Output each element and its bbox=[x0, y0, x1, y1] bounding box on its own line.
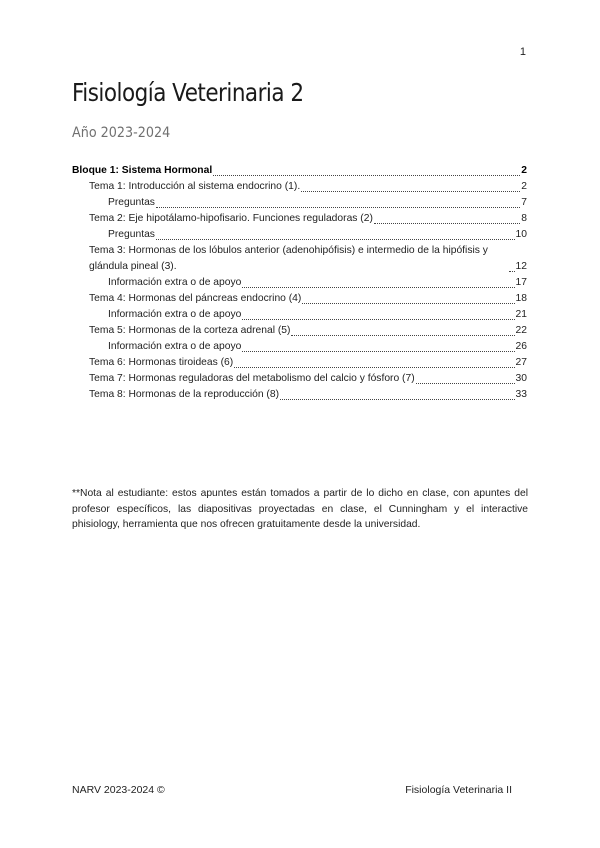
toc-leader bbox=[301, 191, 520, 192]
toc-entry-page: 27 bbox=[515, 357, 527, 368]
document-title: Fisiología Veterinaria 2 bbox=[72, 78, 304, 107]
toc-leader bbox=[509, 271, 515, 272]
toc-entry[interactable] bbox=[72, 179, 527, 195]
toc-leader bbox=[242, 319, 514, 320]
toc-leader bbox=[416, 383, 515, 384]
toc-entry-page: 17 bbox=[515, 277, 527, 288]
toc-entry-text: Información extra o de apoyo bbox=[108, 277, 242, 288]
toc-leader bbox=[242, 351, 514, 352]
toc-entry[interactable] bbox=[72, 275, 527, 291]
page-number: 1 bbox=[519, 46, 526, 58]
toc-entry-text: Tema 7: Hormonas reguladoras del metabolismo del calcio y fósforo (7) bbox=[89, 373, 415, 384]
footer-document-name: Fisiología Veterinaria II bbox=[405, 784, 512, 796]
toc-entry[interactable] bbox=[72, 323, 527, 339]
toc-entry-page: 18 bbox=[515, 293, 527, 304]
toc-entry-page: 22 bbox=[515, 325, 527, 336]
toc-entry[interactable] bbox=[72, 387, 527, 403]
toc-leader bbox=[156, 207, 520, 208]
toc-entry-text: Tema 3: Hormonas de los lóbulos anterior (adenohipófisis) e intermedio de la hipófisis y glándula pineal (3). bbox=[89, 245, 488, 272]
toc-leader bbox=[156, 239, 515, 240]
toc-entry-page: 30 bbox=[515, 373, 527, 384]
toc-leader bbox=[374, 223, 520, 224]
toc-entry-text: Preguntas bbox=[108, 229, 155, 240]
toc-entry[interactable] bbox=[72, 355, 527, 371]
toc-entry-text: Tema 4: Hormonas del páncreas endocrino (4) bbox=[89, 293, 302, 304]
toc-entry[interactable] bbox=[72, 243, 527, 275]
toc-entry-text: Información extra o de apoyo bbox=[108, 341, 242, 352]
toc-leader bbox=[213, 175, 520, 176]
table-of-contents bbox=[72, 163, 527, 403]
toc-entry-page: 10 bbox=[515, 229, 527, 240]
toc-entry[interactable] bbox=[72, 307, 527, 323]
toc-entry-text: Bloque 1: Sistema Hormonal bbox=[72, 165, 213, 176]
toc-entry-page: 8 bbox=[521, 213, 527, 224]
footer-copyright: NARV 2023-2024 © bbox=[72, 784, 165, 796]
toc-entry-text: Tema 2: Eje hipotálamo-hipofisario. Funciones reguladoras (2) bbox=[89, 213, 373, 224]
toc-leader bbox=[302, 303, 514, 304]
toc-entry-text: Tema 6: Hormonas tiroideas (6) bbox=[89, 357, 234, 368]
toc-entry-text: Información extra o de apoyo bbox=[108, 309, 242, 320]
toc-entry-page: 33 bbox=[515, 389, 527, 400]
toc-entry-text: Tema 5: Hormonas de la corteza adrenal (5) bbox=[89, 325, 291, 336]
toc-leader bbox=[291, 335, 514, 336]
toc-entry-page: 21 bbox=[515, 309, 527, 320]
toc-entry-text: Preguntas bbox=[108, 197, 155, 208]
toc-entry-text: Tema 8: Hormonas de la reproducción (8) bbox=[89, 389, 280, 400]
toc-entry-page: 12 bbox=[515, 261, 527, 272]
toc-entry-page: 7 bbox=[521, 197, 527, 208]
toc-entry[interactable] bbox=[72, 211, 527, 227]
toc-entry[interactable] bbox=[72, 371, 527, 387]
toc-entry[interactable] bbox=[72, 163, 527, 179]
toc-entry-text: Tema 1: Introducción al sistema endocrino (1). bbox=[89, 181, 301, 192]
toc-entry-page: 2 bbox=[521, 181, 527, 192]
document-subtitle: Año 2023-2024 bbox=[72, 125, 171, 141]
toc-leader bbox=[234, 367, 514, 368]
toc-entry[interactable] bbox=[72, 291, 527, 307]
toc-leader bbox=[242, 287, 514, 288]
toc-leader bbox=[280, 399, 515, 400]
toc-entry[interactable] bbox=[72, 227, 527, 243]
toc-entry-page: 2 bbox=[521, 165, 527, 176]
toc-entry[interactable] bbox=[72, 195, 527, 211]
toc-entry-page: 26 bbox=[515, 341, 527, 352]
toc-entry[interactable] bbox=[72, 339, 527, 355]
student-note: **Nota al estudiante: estos apuntes están tomados a partir de lo dicho en clase, con apuntes del profesor específicos, las diapositivas proyectadas en clase, el Cunningham y el interactive phisiology, herramienta que nos ofrecen gratuitamente desde la universidad. bbox=[72, 488, 528, 530]
